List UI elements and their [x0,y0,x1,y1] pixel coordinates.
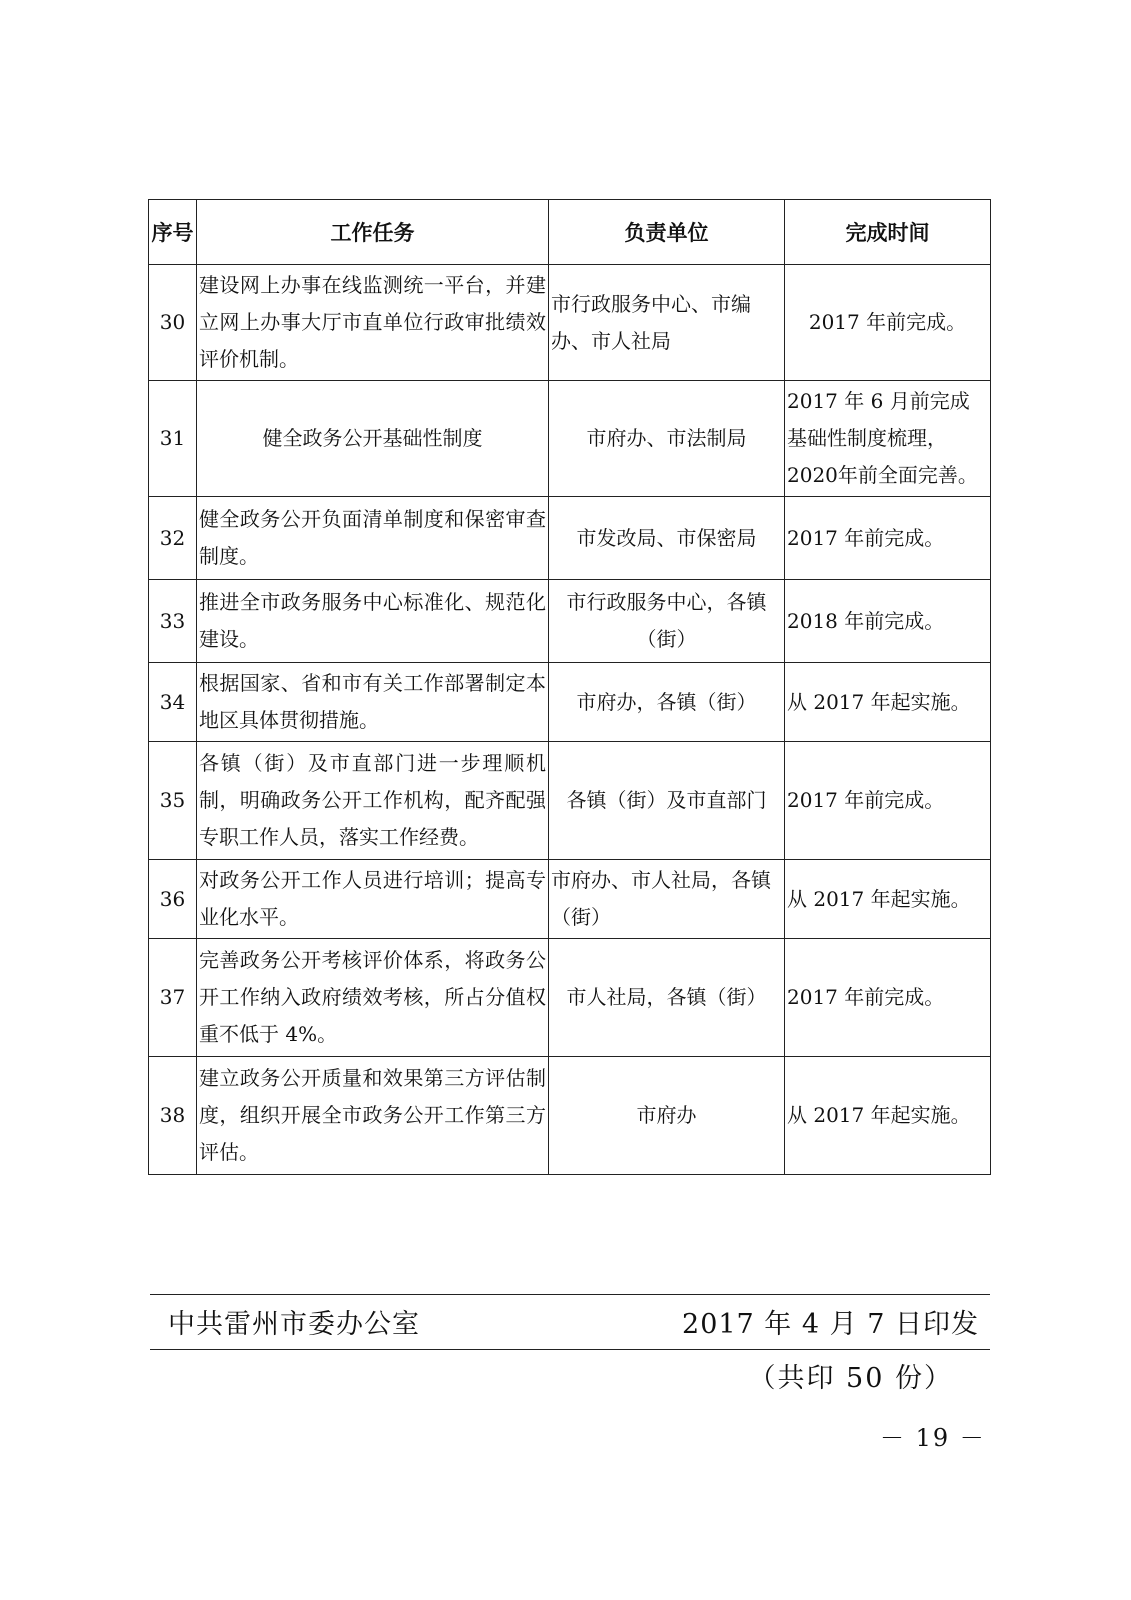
page-number: － 19 － [880,1424,986,1452]
row-unit: 各镇（街）及市直部门 [549,742,785,860]
row-task: 推进全市政务服务中心标准化、规范化建设。 [197,580,549,663]
row-num: 35 [149,742,197,860]
header-time: 完成时间 [785,200,991,265]
row-num: 30 [149,265,197,381]
copies-count: （共印 50 份） [748,1363,953,1394]
row-num: 34 [149,663,197,742]
table-row [149,742,991,860]
row-task: 建设网上办事在线监测统一平台，并建立网上办事大厅市直单位行政审批绩效评价机制。 [197,265,549,381]
row-unit: 市人社局，各镇（街） [549,939,785,1057]
row-unit: 市发改局、市保密局 [549,497,785,580]
table-row [149,580,991,663]
row-time: 2017 年 6 月前完成基础性制度梳理，2020年前全面完善。 [785,381,991,497]
row-time: 2017 年前完成。 [785,939,991,1057]
row-time: 从 2017 年起实施。 [785,1057,991,1175]
issue-date: 2017 年 4 月 7 日印发 [682,1309,979,1340]
row-unit: 市府办、市法制局 [549,381,785,497]
row-task: 根据国家、省和市有关工作部署制定本地区具体贯彻措施。 [197,663,549,742]
table-row [149,497,991,580]
table-row [149,860,991,939]
tasks-table [148,199,991,1175]
row-unit: 市府办、市人社局，各镇（街） [549,860,785,939]
row-task: 健全政务公开基础性制度 [197,381,549,497]
row-time: 2018 年前完成。 [785,580,991,663]
row-num: 37 [149,939,197,1057]
row-num: 32 [149,497,197,580]
row-time: 从 2017 年起实施。 [785,663,991,742]
header-unit: 负责单位 [549,200,785,265]
row-num: 33 [149,580,197,663]
header-task: 工作任务 [197,200,549,265]
row-num: 36 [149,860,197,939]
row-num: 38 [149,1057,197,1175]
row-task: 完善政务公开考核评价体系，将政务公开工作纳入政府绩效考核，所占分值权重不低于 4%。 [197,939,549,1057]
table-row [149,381,991,497]
header-num: 序号 [149,200,197,265]
row-num: 31 [149,381,197,497]
row-unit: 市府办 [549,1057,785,1175]
row-task: 健全政务公开负面清单制度和保密审查制度。 [197,497,549,580]
table-row [149,939,991,1057]
table-row [149,265,991,381]
row-time: 2017 年前完成。 [785,265,991,381]
footer-bottom-rule [150,1349,990,1350]
row-unit: 市行政服务中心、市编办、市人社局 [549,265,785,381]
row-time: 从 2017 年起实施。 [785,860,991,939]
footer-top-rule [150,1294,990,1295]
row-time: 2017 年前完成。 [785,497,991,580]
row-task: 各镇（街）及市直部门进一步理顺机制，明确政务公开工作机构，配齐配强专职工作人员，落实工作经费。 [197,742,549,860]
table-row [149,1057,991,1175]
row-task: 对政务公开工作人员进行培训；提高专业化水平。 [197,860,549,939]
table-row [149,663,991,742]
issuer-name: 中共雷州市委办公室 [168,1309,420,1340]
row-unit: 市行政服务中心，各镇（街） [549,580,785,663]
row-task: 建立政务公开质量和效果第三方评估制度，组织开展全市政务公开工作第三方评估。 [197,1057,549,1175]
table-header-row [149,200,991,265]
row-time: 2017 年前完成。 [785,742,991,860]
row-unit: 市府办，各镇（街） [549,663,785,742]
